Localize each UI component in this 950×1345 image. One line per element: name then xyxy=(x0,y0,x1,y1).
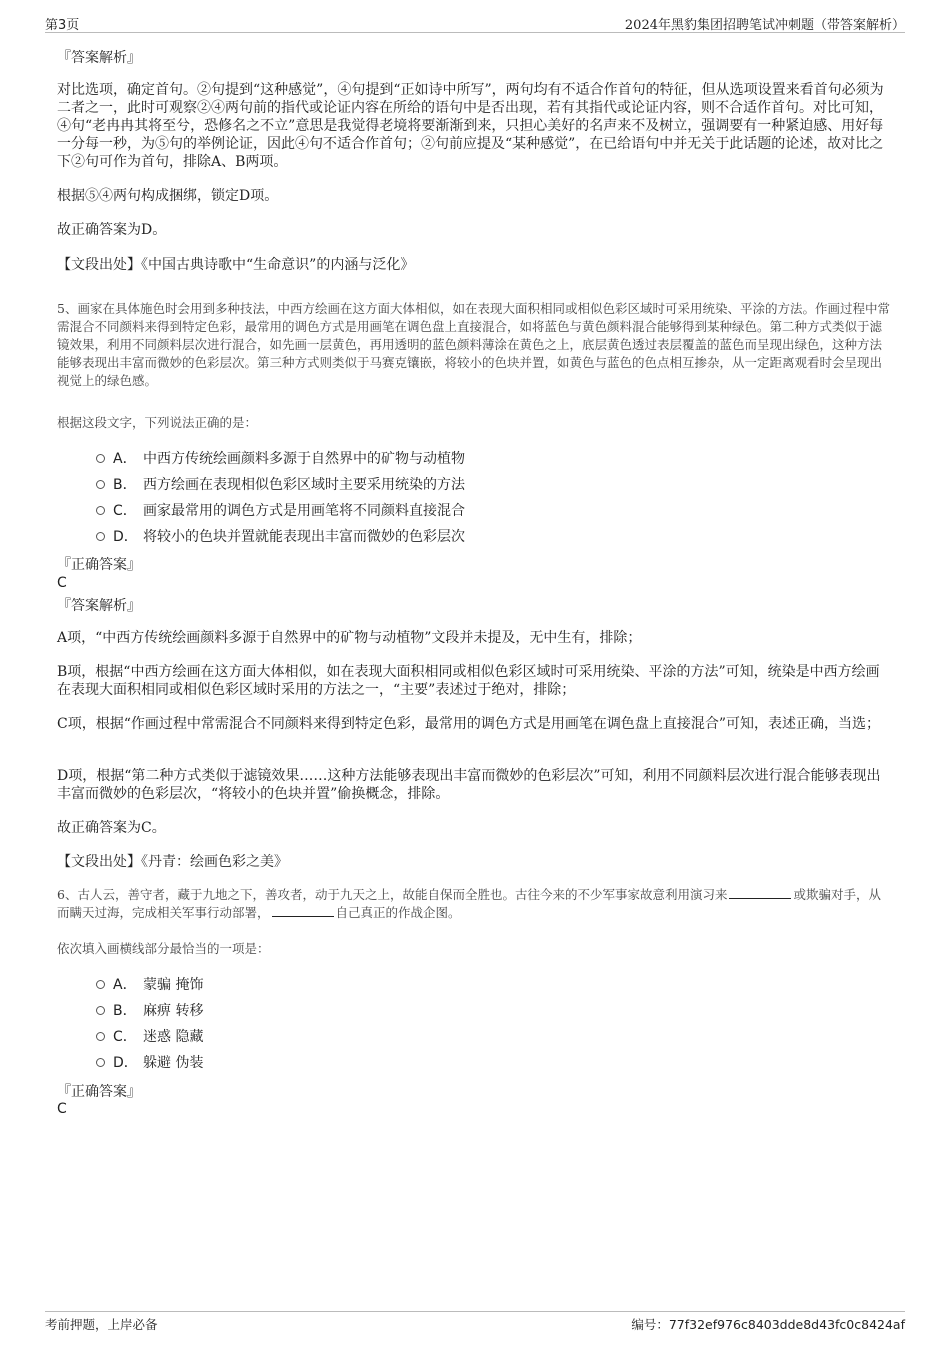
q5-option-c[interactable]: C． 画家最常用的调色方式是用画笔将不同颜料直接混合 xyxy=(96,501,465,521)
page-footer xyxy=(45,1311,905,1332)
q6-question: 依次填入画横线部分最恰当的一项是： xyxy=(57,941,270,956)
q6-answer: C xyxy=(57,1101,67,1117)
q5-answer-conclusion: 故正确答案为C。 xyxy=(57,820,166,836)
radio-icon[interactable] xyxy=(96,506,105,515)
q5-option-b[interactable]: B． 西方绘画在表现相似色彩区域时主要采用统染的方法 xyxy=(96,475,465,495)
q5-analysis-b: B项，根据“中西方绘画在这方面大体相似，如在表现大面积相同或相似色彩区域时可采用统染、平涂的方法”可知，统染是中西方绘画在表现大面积相同或相似色彩区域时采用的方法之一，“主要”表述过于绝对，排除； xyxy=(57,664,880,698)
radio-icon[interactable] xyxy=(96,1006,105,1015)
q5-option-d[interactable]: D． 将较小的色块并置就能表现出丰富而微妙的色彩层次 xyxy=(96,527,465,547)
prev-analysis-paragraph: 对比选项，确定首句。②句提到“这种感觉”，④句提到“正如诗中所写”，两句均有不适合作首句的特征，但从选项设置来看首句必须为二者之一，此时可观察②④两句前的指代或论证内容在所给的语句中是否出现，若有其指代或论证内容，则不合适作首句。对比可知，④句“老冉冉其将至兮，恐修名之不立”意思是我觉得老境将要渐渐到来，只担心美好的名声来不及树立，强调要有一种紧迫感、用好每一分每一秒，为⑤句的举例论证，因此④句不适合作首句；②句前应提及“某种感觉”，在已给语句中并无关于此话题的论述，故对比之下②句可作为首句，排除A、B两项。 xyxy=(57,82,884,170)
q6-option-d[interactable]: D． 躲避 伪装 xyxy=(96,1053,203,1073)
radio-icon[interactable] xyxy=(96,480,105,489)
radio-icon[interactable] xyxy=(96,980,105,989)
q5-stem: 5、画家在具体施色时会用到多种技法，中西方绘画在这方面大体相似，如在表现大面积相同或相似色彩区域时可采用统染、平涂的方法。作画过程中常需混合不同颜料来得到特定色彩，最常用的调色方式是用画笔在调色盘上直接混合，如将蓝色与黄色颜料混合能够得到某种绿色。第二种方式类似于滤镜效果，利用不同颜料层次进行混合，如先画一层黄色，再用透明的蓝色颜料薄涂在黄色之上，底层黄色透过表层覆盖的蓝色而呈现出绿色，这种方法能够表现出丰富而微妙的色彩层次。第三种方式则类似于马赛克镶嵌，将较小的色块并置，如黄色与蓝色的色点相互掺杂，从一定距离观看时会呈现出视觉上的绿色感。 xyxy=(57,301,890,388)
q6-answer-label: 『正确答案』 xyxy=(57,1084,141,1100)
radio-icon[interactable] xyxy=(96,1032,105,1041)
document-code: 编号：77f32ef976c8403dde8d43fc0c8424af xyxy=(631,1317,905,1332)
q5-analysis-label: 『答案解析』 xyxy=(57,598,141,614)
q5-analysis-a: A项，“中西方传统绘画颜料多源于自然界中的矿物与动植物”文段并未提及，无中生有，排除； xyxy=(57,630,642,646)
q5-analysis-c: C项，根据“作画过程中常需混合不同颜料来得到特定色彩，最常用的调色方式是用画笔在调色盘上直接混合”可知，表述正确，当选； xyxy=(57,716,881,732)
prev-analysis-label: 『答案解析』 xyxy=(57,50,141,66)
q6-stem: 6、古人云，善守者，藏于九地之下，善攻者，动于九天之上，故能自保而全胜也。古往今来的不少军事家故意利用演习来 或欺骗对手，从而瞒天过海，完成相关军事行动部署， 自己真正的作战企图。 xyxy=(57,887,881,920)
q5-question: 根据这段文字，下列说法正确的是： xyxy=(57,415,258,430)
footer-slogan: 考前押题，上岸必备 xyxy=(45,1317,158,1332)
page-number: 第3页 xyxy=(45,18,80,33)
prev-source: 【文段出处】《中国古典诗歌中“生命意识”的内涵与泛化》 xyxy=(57,257,415,273)
q6-option-b[interactable]: B． 麻痹 转移 xyxy=(96,1001,203,1021)
q5-answer: C xyxy=(57,575,67,591)
q5-answer-label: 『正确答案』 xyxy=(57,557,141,573)
q6-option-a[interactable]: A． 蒙骗 掩饰 xyxy=(96,975,203,995)
q5-source: 【文段出处】《丹青：绘画色彩之美》 xyxy=(57,854,288,870)
prev-answer-conclusion: 故正确答案为D。 xyxy=(57,222,167,238)
radio-icon[interactable] xyxy=(96,454,105,463)
q5-analysis-d: D项，根据“第二种方式类似于滤镜效果……这种方法能够表现出丰富而微妙的色彩层次”可知，利用不同颜料层次进行混合能够表现出丰富而微妙的色彩层次，“将较小的色块并置”偷换概念，排除。 xyxy=(57,768,881,802)
q5-option-a[interactable]: A． 中西方传统绘画颜料多源于自然界中的矿物与动植物 xyxy=(96,449,465,469)
page-header xyxy=(45,14,905,33)
document-title: 2024年黑豹集团招聘笔试冲刺题（带答案解析） xyxy=(624,18,905,33)
q6-option-c[interactable]: C． 迷惑 隐藏 xyxy=(96,1027,203,1047)
q6-blank-1 xyxy=(729,888,791,899)
radio-icon[interactable] xyxy=(96,532,105,541)
prev-analysis-binding: 根据⑤④两句构成捆绑，锁定D项。 xyxy=(57,188,279,204)
q6-blank-2 xyxy=(272,906,334,917)
radio-icon[interactable] xyxy=(96,1058,105,1067)
